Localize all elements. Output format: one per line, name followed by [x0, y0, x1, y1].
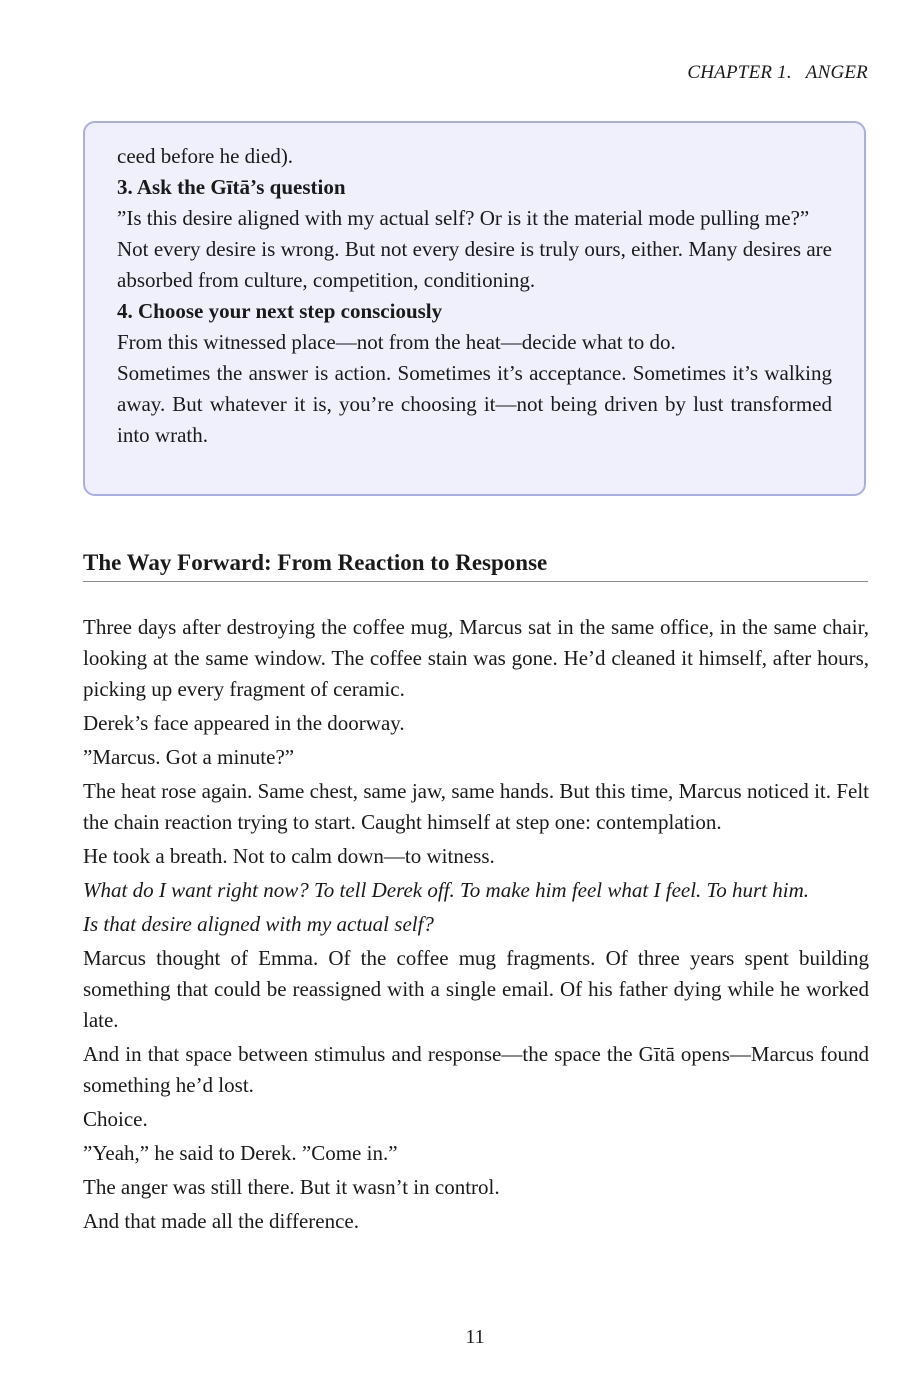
paragraph: ”Yeah,” he said to Derek. ”Come in.” — [83, 1141, 398, 1165]
paragraph: And in that space between stimulus and response—the space the Gītā opens—Marcus found something he’d lost. — [83, 1042, 869, 1097]
section-title: The Way Forward: From Reaction to Response — [83, 550, 548, 575]
body-text — [83, 612, 869, 1240]
box-line: From this witnessed place—not from the heat—decide what to do. — [117, 330, 676, 354]
paragraph: And that made all the difference. — [83, 1209, 359, 1233]
paragraph: He took a breath. Not to calm down—to witness. — [83, 844, 495, 868]
paragraph-italic: What do I want right now? To tell Derek off. To make him feel what I feel. To hurt him. — [83, 878, 810, 902]
paragraph: The anger was still there. But it wasn’t in control. — [83, 1175, 500, 1199]
box-line: ”Is this desire aligned with my actual self? Or is it the material mode pulling me?” — [117, 206, 810, 230]
box-line: ceed before he died). — [117, 144, 294, 168]
box-line: Not every desire is wrong. But not every desire is truly ours, either. Many desires are absorbed from culture, competition, conditioning. — [117, 237, 832, 292]
box-step-heading: 4. Choose your next step consciously — [117, 299, 443, 323]
running-head-chapter: CHAPTER 1. — [687, 62, 792, 83]
paragraph: Derek’s face appeared in the doorway. — [83, 711, 405, 735]
callout-box — [83, 121, 866, 496]
paragraph: Three days after destroying the coffee mug, Marcus sat in the same office, in the same chair, looking at the same window. The coffee stain was gone. He’d cleaned it himself, after hours, picking up every fragment of ceramic. — [83, 615, 869, 701]
running-head-title: ANGER — [805, 62, 868, 83]
page-number: 11 — [465, 1326, 485, 1348]
section-rule — [83, 581, 868, 582]
paragraph: ”Marcus. Got a minute?” — [83, 745, 295, 769]
paragraph: The heat rose again. Same chest, same jaw, same hands. But this time, Marcus noticed it. Felt the chain reaction trying to start. Caught himself at step one: contemplation. — [83, 779, 869, 834]
running-head — [687, 62, 868, 84]
paragraph: Choice. — [83, 1107, 148, 1131]
paragraph: Marcus thought of Emma. Of the coffee mug fragments. Of three years spent building something that could be reassigned with a single email. Of his father dying while he worked late. — [83, 946, 869, 1032]
paragraph-italic: Is that desire aligned with my actual self? — [83, 912, 434, 936]
box-step-heading: 3. Ask the Gītā’s question — [117, 175, 346, 199]
box-line: Sometimes the answer is action. Sometimes it’s acceptance. Sometimes it’s walking away. But whatever it is, you’re choosing it—not being driven by lust transformed into wrath. — [117, 361, 832, 447]
